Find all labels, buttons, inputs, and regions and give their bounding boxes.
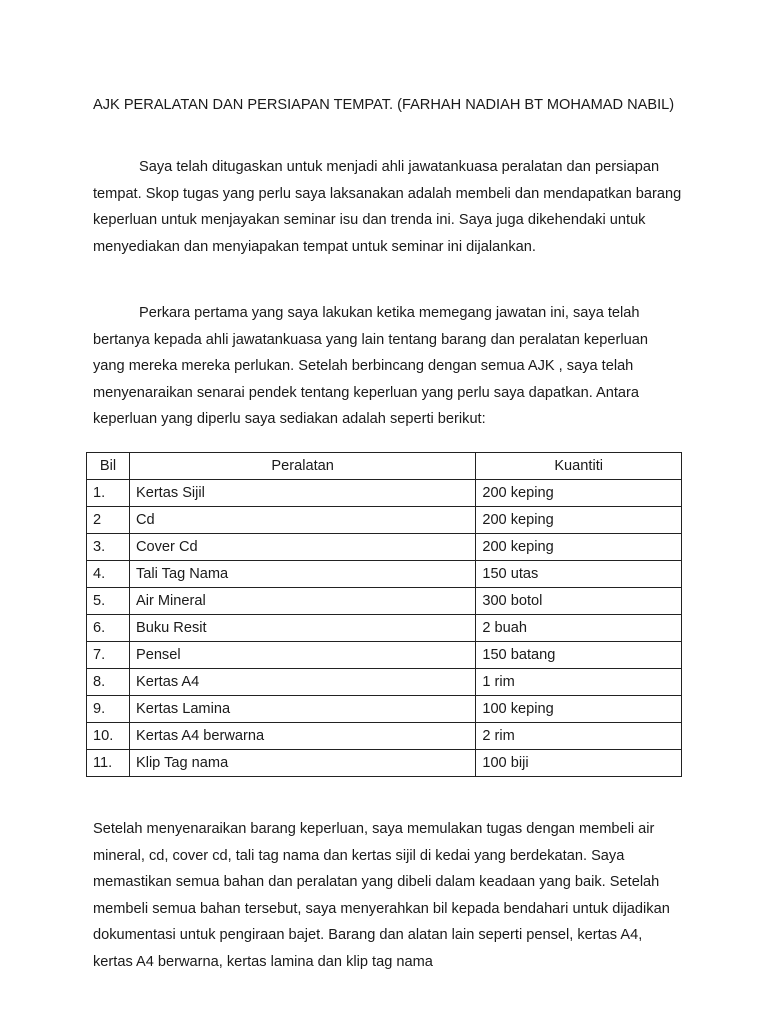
- table-row: [87, 588, 682, 615]
- cell-item: Kertas A4: [129, 669, 475, 696]
- table-row: [87, 669, 682, 696]
- cell-item: Kertas A4 berwarna: [129, 723, 475, 750]
- cell-bil: 11.: [87, 750, 130, 777]
- header-bil: Bil: [87, 453, 130, 480]
- table-row: [87, 507, 682, 534]
- cell-item: Buku Resit: [129, 615, 475, 642]
- cell-quantity: 100 biji: [476, 750, 682, 777]
- paragraph-3: Setelah menyenaraikan barang keperluan, saya memulakan tugas dengan membeli air mineral, cd, cover cd, tali tag nama dan kertas sijil di kedai yang berdekatan. Saya memastikan semua bahan dan peralatan yang dibeli dalam keadaan yang baik. Setelah membeli semua bahan tersebut, saya menyerahkan bil kepada bendahari untuk dijadikan dokumentasi untuk pengiraan bajet. Barang dan alatan lain seperti pensel, kertas A4, kertas A4 berwarna, kertas lamina dan klip tag nama: [93, 821, 670, 970]
- cell-bil: 9.: [87, 696, 130, 723]
- cell-quantity: 150 utas: [476, 561, 682, 588]
- cell-item: Klip Tag nama: [129, 750, 475, 777]
- cell-item: Kertas Lamina: [129, 696, 475, 723]
- paragraph-2-text: Perkara pertama yang saya lakukan ketika memegang jawatan ini, saya telah bertanya kepada ahli jawatankuasa yang lain tentang barang dan peralatan keperluan yang mereka mereka perlukan. Setelah berbincang dengan semua AJK , saya telah menyenaraikan senarai pendek tentang keperluan yang perlu saya dapatkan. Antara keperluan yang diperlu saya sediakan adalah seperti berikut:: [93, 305, 648, 428]
- cell-item: Air Mineral: [129, 588, 475, 615]
- document-heading: AJK PERALATAN DAN PERSIAPAN TEMPAT. (FARHAH NADIAH BT MOHAMAD NABIL): [93, 97, 675, 113]
- cell-bil: 10.: [87, 723, 130, 750]
- cell-item: Pensel: [129, 642, 475, 669]
- cell-bil: 3.: [87, 534, 130, 561]
- paragraph-2: [93, 300, 683, 433]
- cell-item: Cover Cd: [129, 534, 475, 561]
- table-row: [87, 723, 682, 750]
- cell-quantity: 200 keping: [476, 507, 682, 534]
- cell-bil: 6.: [87, 615, 130, 642]
- cell-item: Cd: [129, 507, 475, 534]
- table-row: [87, 561, 682, 588]
- table-row: [87, 696, 682, 723]
- paragraph-1: [93, 154, 683, 260]
- cell-quantity: 300 botol: [476, 588, 682, 615]
- table-row: [87, 642, 682, 669]
- equipment-table: [86, 452, 682, 777]
- cell-bil: 5.: [87, 588, 130, 615]
- table-row: [87, 534, 682, 561]
- cell-quantity: 2 buah: [476, 615, 682, 642]
- cell-item: Tali Tag Nama: [129, 561, 475, 588]
- table-row: [87, 480, 682, 507]
- cell-bil: 4.: [87, 561, 130, 588]
- cell-quantity: 150 batang: [476, 642, 682, 669]
- cell-bil: 1.: [87, 480, 130, 507]
- header-peralatan: Peralatan: [129, 453, 475, 480]
- paragraph-1-text: Saya telah ditugaskan untuk menjadi ahli jawatankuasa peralatan dan persiapan tempat. Skop tugas yang perlu saya laksanakan adalah membeli dan mendapatkan barang keperluan untuk menjayakan seminar isu dan trenda ini. Saya juga dikehendaki untuk menyediakan dan menyiapakan tempat untuk seminar ini dijalankan.: [93, 159, 682, 255]
- table-header-row: [87, 453, 682, 480]
- header-kuantiti: Kuantiti: [476, 453, 682, 480]
- cell-item: Kertas Sijil: [129, 480, 475, 507]
- table-row: [87, 615, 682, 642]
- table-row: [87, 750, 682, 777]
- cell-quantity: 200 keping: [476, 534, 682, 561]
- cell-bil: 2: [87, 507, 130, 534]
- cell-quantity: 1 rim: [476, 669, 682, 696]
- cell-quantity: 2 rim: [476, 723, 682, 750]
- cell-bil: 8.: [87, 669, 130, 696]
- cell-quantity: 200 keping: [476, 480, 682, 507]
- cell-bil: 7.: [87, 642, 130, 669]
- cell-quantity: 100 keping: [476, 696, 682, 723]
